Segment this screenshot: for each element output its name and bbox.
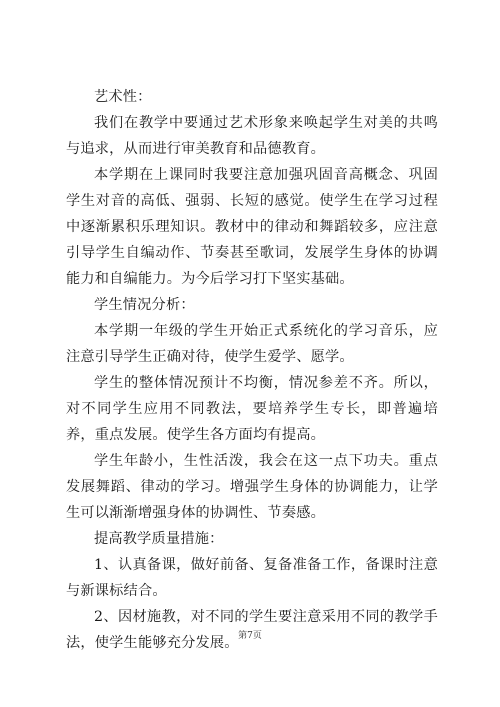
paragraph-first-grade: 本学期一年级的学生开始正式系统化的学习音乐，应注意引导学生正确对待，使学生爱学、愿学。 [66,323,438,365]
paragraph-aesthetic-education: 我们在教学中要通过艺术形象来唤起学生对美的共鸣与追求，从而进行审美教育和品德教育。 [66,115,438,157]
heading-student-analysis: 学生情况分析： [94,297,195,313]
paragraph-young-age: 学生年龄小，生性活泼，我会在这一点下功夫。重点发展舞蹈、律动的学习。增强学生身体的协调能力，让学生可以渐渐增强身体的协调性、节奏感。 [66,453,438,521]
paragraph-semester-plan: 本学期在上课同时我要注意加强巩固音高概念、巩固学生对音的高低、强弱、长短的感觉。使学生在学习过程中逐渐累积乐理知识。教材中的律动和舞蹈较多，应注意引导学生自编动作、节奏甚至歌词，发展学生身体的协调能力和自编能力。为今后学习打下坚实基础。 [66,167,438,287]
body-text [66,84,438,656]
list-item-lesson-prep: 1、认真备课，做好前备、复备准备工作，备课时注意与新课标结合。 [66,557,438,599]
heading-artistry: 艺术性： [94,89,152,105]
paragraph-overall-situation: 学生的整体情况预计不均衡，情况参差不齐。所以，对不同学生应用不同教法，要培养学生专长，即普遍培养，重点发展。使学生各方面均有提高。 [66,375,438,443]
list-item-individualized-teaching: 2、因材施教，对不同的学生要注意采用不同的教学手法，使学生能够充分发展。 [66,609,438,651]
heading-quality-measures: 提高教学质量措施： [94,531,224,547]
page-number: 第7页 [238,631,262,641]
